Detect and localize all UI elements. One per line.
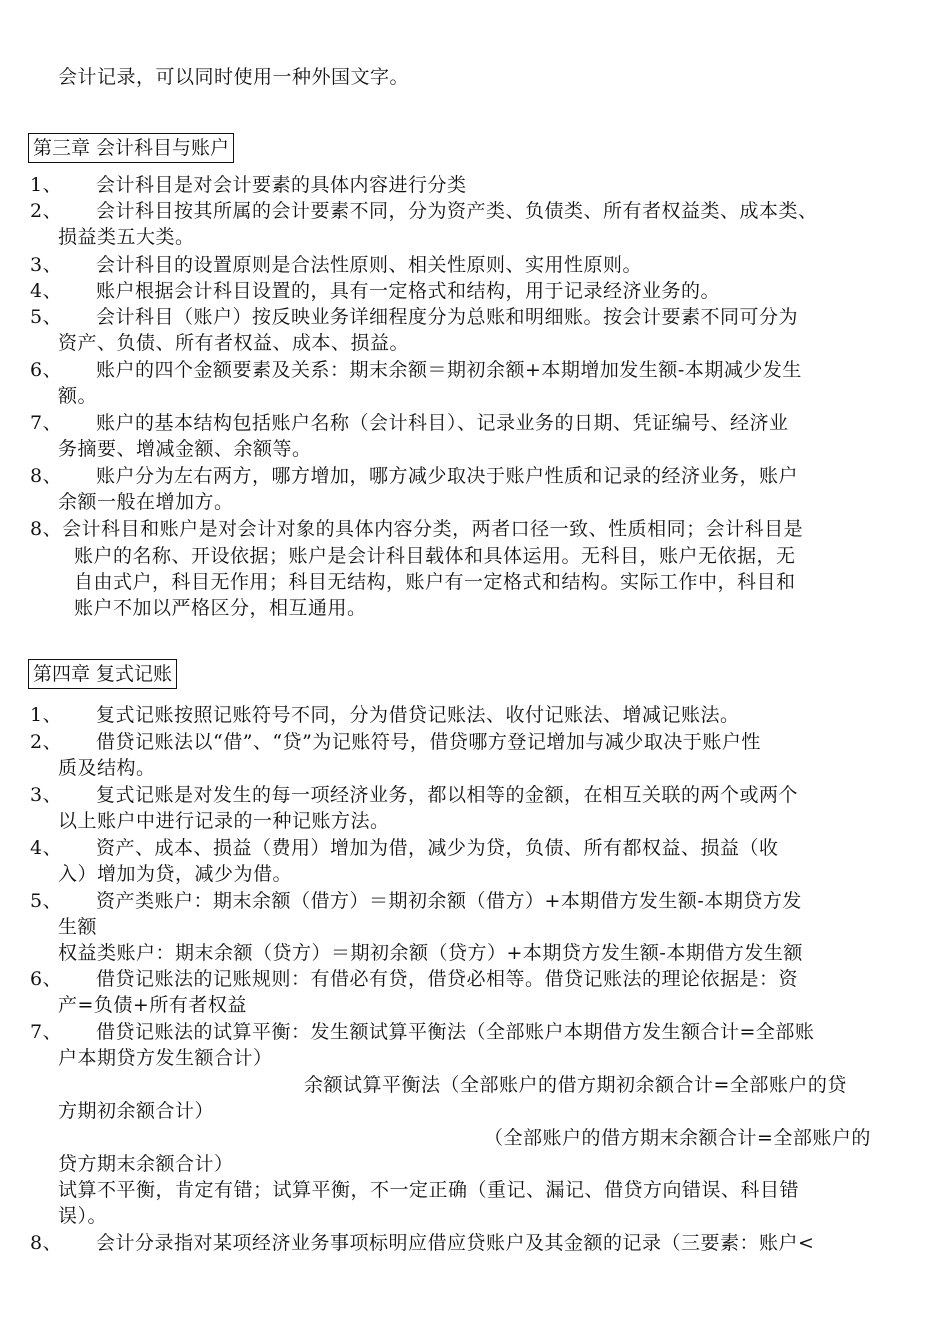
line-text: 会计记录，可以同时使用一种外国文字。: [58, 66, 410, 88]
item-text: （全部账户的借方期末余额合计=全部账户的: [484, 1127, 871, 1149]
list-item-continuation: [0, 436, 950, 462]
item-text: 借贷记账法的记账规则：有借必有贷，借贷必相等。借贷记账法的理论依据是：资: [96, 968, 799, 990]
paragraph-line: [0, 64, 950, 90]
item-text: 产=负债+所有者权益: [58, 994, 247, 1016]
item-text: 会计分录指对某项经济业务事项标明应借应贷账户及其金额的记录（三要素：账户<: [96, 1232, 815, 1254]
item-text: 余额试算平衡法（全部账户的借方期初余额合计=全部账户的贷: [304, 1074, 847, 1096]
list-item-continuation: [0, 489, 950, 515]
list-item: [0, 966, 950, 992]
paragraph-line: [0, 516, 950, 542]
item-text: 试算不平衡，肯定有错；试算平衡，不一定正确（重记、漏记、借贷方向错误、科目错: [58, 1179, 800, 1201]
item-text: 户本期贷方发生额合计）: [58, 1047, 273, 1069]
list-item: [0, 357, 950, 383]
item-text: 复式记账是对发生的每一项经济业务，都以相等的金额，在相互关联的两个或两个: [96, 784, 799, 806]
list-item-continuation: [0, 914, 950, 940]
item-text: 借贷记账法的试算平衡：发生额试算平衡法（全部账户本期借方发生额合计=全部账: [96, 1021, 815, 1043]
list-item: [0, 782, 950, 808]
item-text: 会计科目是对会计要素的具体内容进行分类: [96, 174, 467, 196]
list-item: [0, 1019, 950, 1045]
item-number: 8、: [30, 465, 63, 487]
list-item-continuation: [0, 383, 950, 409]
item-text: 生额: [58, 916, 98, 938]
list-item: [0, 463, 950, 489]
list-item-continuation: [0, 755, 950, 781]
item-text: 资产类账户：期末余额（借方）＝期初余额（借方）+本期借方发生额-本期贷方发: [96, 890, 802, 912]
item-text: 8、会计科目和账户是对会计对象的具体内容分类，两者口径一致、性质相同；会计科目是: [30, 518, 804, 540]
item-text: 复式记账按照记账符号不同，分为借贷记账法、收付记账法、增减记账法。: [96, 704, 740, 726]
item-number: 1、: [30, 174, 63, 196]
item-text: 损益类五大类。: [58, 226, 195, 248]
list-item: [0, 278, 950, 304]
item-text: 会计科目的设置原则是合法性原则、相关性原则、实用性原则。: [96, 254, 643, 276]
list-item: [0, 702, 950, 728]
list-item: [0, 304, 950, 330]
chapter-heading: 第四章 复式记账: [28, 659, 177, 689]
item-text: 务摘要、增减金额、余额等。: [58, 438, 312, 460]
item-text: 额。: [58, 385, 98, 407]
item-number: 4、: [30, 280, 63, 302]
paragraph-line: [0, 595, 950, 621]
item-number: 5、: [30, 890, 63, 912]
list-item-continuation: [0, 1151, 950, 1177]
item-text: 账户根据会计科目设置的，具有一定格式和结构，用于记录经济业务的。: [96, 280, 721, 302]
item-text: 借贷记账法以“借”、“贷”为记账符号，借贷哪方登记增加与减少取决于账户性: [96, 731, 761, 753]
item-number: 2、: [30, 731, 63, 753]
list-item-continuation: [0, 1045, 950, 1071]
item-text: 会计科目按其所属的会计要素不同，分为资产类、负债类、所有者权益类、成本类、: [96, 200, 818, 222]
item-text: 账户不加以严格区分，相互通用。: [74, 597, 367, 619]
item-text: 入）增加为贷，减少为借。: [58, 863, 293, 885]
item-text: 资产、负债、所有者权益、成本、损益。: [58, 332, 410, 354]
list-item: [0, 410, 950, 436]
item-number: 6、: [30, 359, 63, 381]
list-item-continuation: [0, 1203, 950, 1229]
item-number: 7、: [30, 1021, 63, 1043]
list-item-continuation: [0, 861, 950, 887]
item-number: 6、: [30, 968, 63, 990]
item-text: 质及结构。: [58, 757, 156, 779]
paragraph-line: [0, 569, 950, 595]
item-text: 账户分为左右两方，哪方增加，哪方减少取决于账户性质和记录的经济业务，账户: [96, 465, 799, 487]
item-text: 会计科目（账户）按反映业务详细程度分为总账和明细账。按会计要素不同可分为: [96, 306, 799, 328]
chapter-heading: 第三章 会计科目与账户: [28, 133, 234, 163]
list-item: [0, 252, 950, 278]
list-item-continuation: [0, 992, 950, 1018]
item-text: 方期初余额合计）: [58, 1100, 215, 1122]
item-text: 贷方期末余额合计）: [58, 1153, 234, 1175]
item-number: 3、: [30, 784, 63, 806]
list-item-continuation: [0, 808, 950, 834]
item-text: 账户的名称、开设依据；账户是会计科目载体和具体运用。无科目，账户无依据，无: [74, 545, 796, 567]
item-number: 5、: [30, 306, 63, 328]
list-item: [0, 198, 950, 224]
list-item: [0, 888, 950, 914]
item-text: 权益类账户：期末余额（贷方）＝期初余额（贷方）+本期贷方发生额-本期借方发生额: [58, 942, 803, 964]
item-text: 资产、成本、损益（费用）增加为借，减少为贷，负债、所有都权益、损益（收: [96, 837, 779, 859]
item-number: 2、: [30, 200, 63, 222]
list-item: [0, 729, 950, 755]
item-text: 账户的基本结构包括账户名称（会计科目）、记录业务的日期、凭证编号、经济业: [96, 412, 789, 434]
item-number: 3、: [30, 254, 63, 276]
item-text: 自由式户，科目无作用；科目无结构，账户有一定格式和结构。实际工作中，科目和: [74, 571, 796, 593]
item-number: 7、: [30, 412, 63, 434]
item-number: 4、: [30, 837, 63, 859]
item-number: 8、: [30, 1232, 63, 1254]
item-number: 1、: [30, 704, 63, 726]
list-item-continuation: [0, 1072, 950, 1098]
list-item-continuation: [0, 330, 950, 356]
list-item-continuation: [0, 1098, 950, 1124]
list-item-continuation: [0, 1125, 950, 1151]
list-item: [0, 172, 950, 198]
item-text: 误）。: [58, 1205, 108, 1227]
item-text: 余额一般在增加方。: [58, 491, 234, 513]
list-item: [0, 1230, 950, 1256]
list-item-continuation: [0, 940, 950, 966]
item-text: 账户的四个金额要素及关系：期末余额＝期初余额+本期增加发生额-本期减少发生: [96, 359, 802, 381]
paragraph-line: [0, 543, 950, 569]
list-item-continuation: [0, 224, 950, 250]
list-item-continuation: [0, 1177, 950, 1203]
item-text: 以上账户中进行记录的一种记账方法。: [58, 810, 390, 832]
list-item: [0, 835, 950, 861]
